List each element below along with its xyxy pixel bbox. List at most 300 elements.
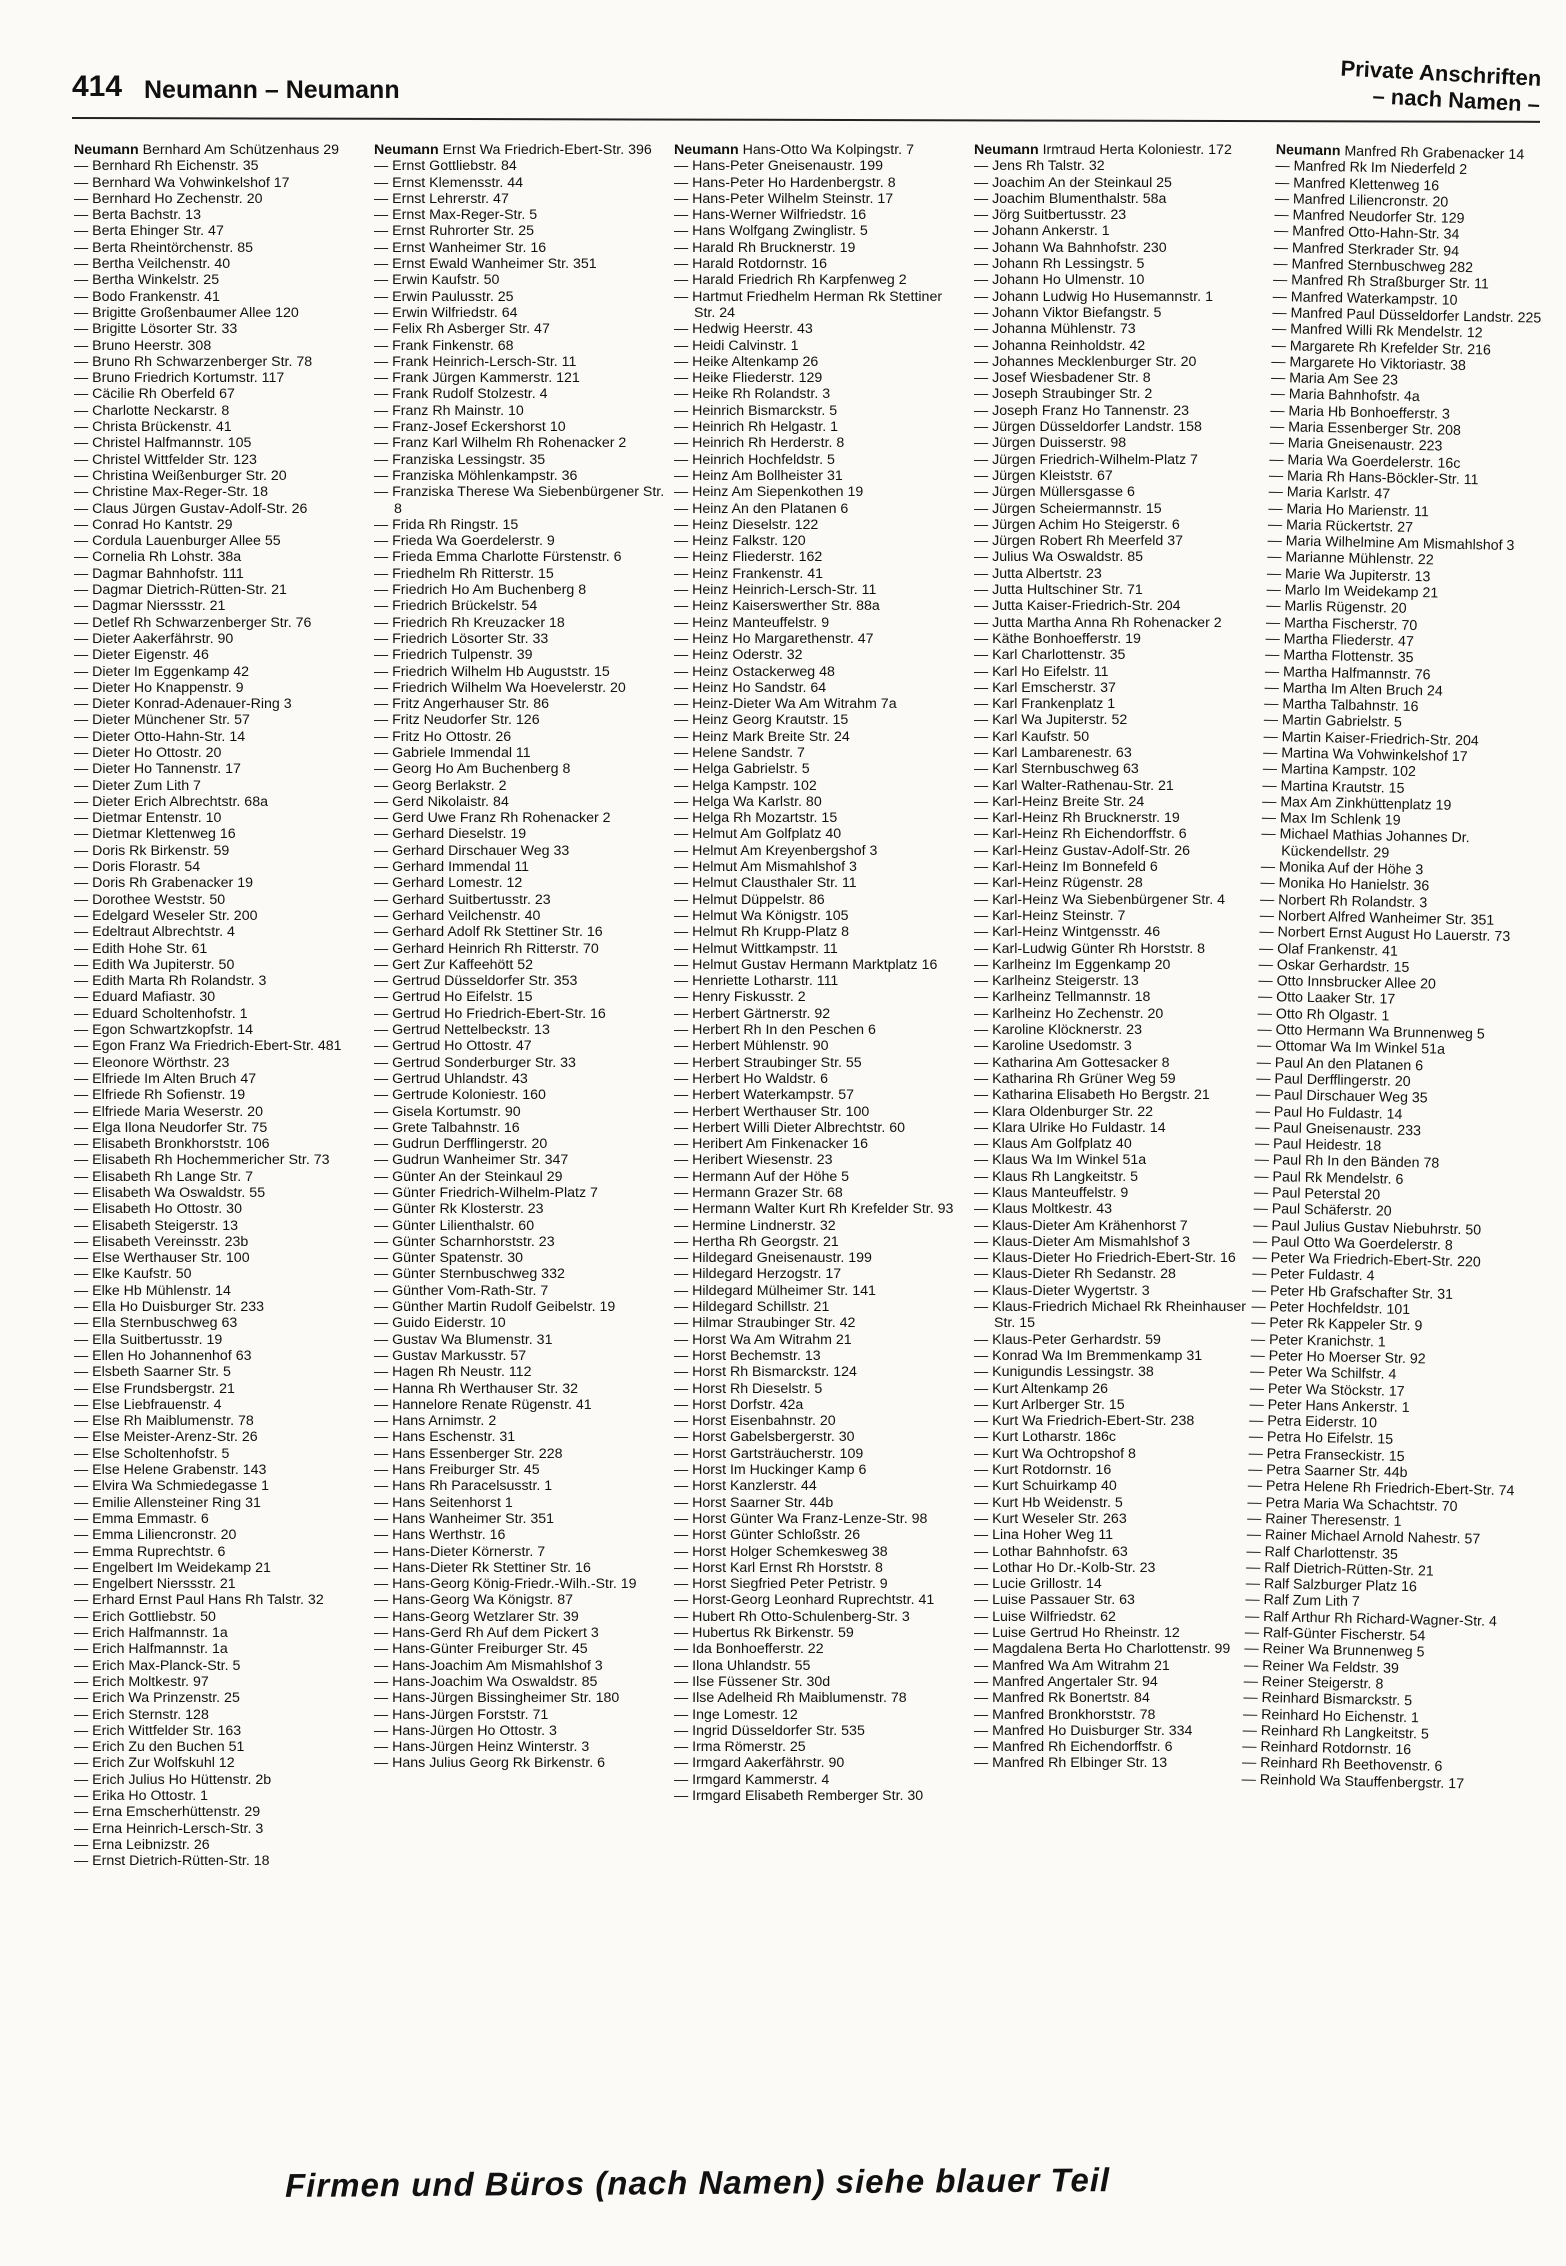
directory-entry: — Heinz Kaiserswerther Str. 88a: [674, 598, 880, 615]
directory-entry: — Friedhelm Rh Ritterstr. 15: [374, 565, 554, 582]
directory-entry: — Klara Oldenburger Str. 22: [974, 1103, 1154, 1120]
directory-entry: — Erna Leibnizstr. 26: [74, 1836, 210, 1853]
directory-entry: — Klaus-Friedrich Michael Rk Rheinhauser Str. 15: [974, 1299, 1247, 1332]
directory-entry: — Cornelia Rh Lohstr. 38a: [74, 549, 242, 566]
directory-entry: — Horst Im Huckinger Kamp 6: [674, 1462, 867, 1479]
directory-entry: — Fritz Angerhauser Str. 86: [374, 696, 550, 713]
directory-entry: — Ernst Gottliebstr. 84: [374, 158, 517, 175]
directory-entry: — Reinhard Rh Langkeitstr. 5: [1242, 1722, 1429, 1743]
directory-entry: — Hans-Dieter Rk Stettiner Str. 16: [374, 1559, 591, 1576]
directory-entry: — Elke Hb Mühlenstr. 14: [74, 1282, 231, 1299]
directory-entry: — Jürgen Scheiermannstr. 15: [974, 500, 1162, 517]
directory-entry: — Gustav Wa Blumenstr. 31: [374, 1331, 553, 1348]
directory-entry: — Peter Hans Ankerstr. 1: [1249, 1396, 1410, 1416]
directory-entry: — Johann Ho Ulmenstr. 10: [974, 272, 1145, 289]
directory-entry: — Günter Friedrich-Wilhelm-Platz 7: [374, 1185, 598, 1201]
directory-entry: — Marianne Mühlenstr. 22: [1267, 549, 1434, 569]
directory-entry: — Jutta Albertstr. 23: [974, 565, 1102, 582]
directory-entry: — Heinrich Rh Herderstr. 8: [674, 435, 845, 452]
directory-entry: — Hilmar Straubinger Str. 42: [674, 1315, 856, 1332]
directory-entry: — Johann Wa Bahnhofstr. 230: [974, 239, 1167, 256]
directory-entry: Neumann Bernhard Am Schützenhaus 29: [74, 142, 339, 158]
directory-entry: — Erich Halfmannstr. 1a: [74, 1625, 228, 1642]
directory-entry: — Norbert Rh Rolandstr. 3: [1259, 891, 1428, 911]
directory-entry: — Karlheinz Steigerstr. 13: [974, 973, 1139, 990]
directory-entry: — Rainer Michael Arnold Nahestr. 57: [1246, 1526, 1481, 1548]
directory-entry: — Heinz Heinrich-Lersch-Str. 11: [674, 582, 877, 599]
directory-entry: — Martha Halfmannstr. 76: [1264, 663, 1431, 683]
directory-entry: — Martin Gabrielstr. 5: [1263, 712, 1403, 732]
directory-entry: — Paul Julius Gustav Niebuhrstr. 50: [1253, 1217, 1482, 1239]
directory-entry: — Franziska Therese Wa Siebenbürgener Str. 8: [374, 484, 665, 517]
directory-entry: — Hans-Günter Freiburger Str. 45: [374, 1641, 588, 1658]
directory-entry: — Manfred Wa Am Witrahm 21: [974, 1657, 1170, 1674]
directory-entry: — Brigitte Großenbaumer Allee 120: [74, 304, 299, 321]
directory-entry: — Heinrich Hochfeldstr. 5: [674, 451, 835, 468]
directory-entry: — Heinz An den Platanen 6: [674, 500, 849, 517]
directory-entry: — Klaus-Dieter Ho Friedrich-Ebert-Str. 16: [974, 1250, 1236, 1267]
directory-entry: — Henry Fiskusstr. 2: [674, 989, 806, 1006]
directory-entry: — Heinz Ho Margarethenstr. 47: [674, 630, 874, 647]
directory-entry: — Eleonore Wörthstr. 23: [74, 1054, 230, 1071]
directory-entry: — Marlis Rügenstr. 20: [1266, 598, 1407, 618]
directory-entry: — Heidi Calvinstr. 1: [674, 337, 799, 354]
directory-entry: — Maria Gneisenaustr. 223: [1269, 435, 1443, 455]
directory-entry: — Karl-Heinz Rh Eichendorffstr. 6: [974, 826, 1187, 843]
directory-entry: — Martha Talbahnstr. 16: [1264, 695, 1419, 716]
directory-entry: — Gudrun Derfflingerstr. 20: [374, 1136, 548, 1153]
directory-entry: — Gerhard Dirschauer Weg 33: [374, 842, 570, 859]
directory-entry: — Herbert Ho Waldstr. 6: [674, 1070, 829, 1087]
directory-entry: — Käthe Bonhoefferstr. 19: [974, 630, 1141, 647]
directory-entry: — Heinrich Bismarckstr. 5: [674, 402, 838, 419]
directory-column-2: [374, 142, 666, 1772]
directory-entry: — Klaus-Peter Gerhardstr. 59: [974, 1331, 1161, 1348]
directory-entry: — Johannes Mecklenburger Str. 20: [974, 353, 1197, 370]
directory-entry: — Joseph Straubinger Str. 2: [974, 386, 1153, 403]
directory-entry: — Paul Otto Wa Goerdelerstr. 8: [1252, 1233, 1453, 1254]
directory-entry: — Peter Ho Moerser Str. 92: [1250, 1347, 1426, 1368]
entry-list: [74, 142, 366, 1869]
directory-entry: — Marie Wa Jupiterstr. 13: [1266, 565, 1431, 586]
directory-entry: — Magdalena Berta Ho Charlottenstr. 99: [974, 1641, 1231, 1658]
directory-entry: — Hans Eschenstr. 31: [374, 1429, 516, 1446]
directory-entry: — Karoline Klöcknerstr. 23: [974, 1022, 1142, 1039]
directory-entry: — Hermann Auf der Höhe 5: [674, 1168, 850, 1185]
directory-entry: — Bernhard Ho Zechenstr. 20: [74, 190, 263, 207]
directory-entry: — Hans-Jürgen Bissingheimer Str. 180: [374, 1690, 620, 1707]
directory-entry: — Karl-Heinz Breite Str. 24: [974, 793, 1145, 810]
directory-entry: — Karl Wa Jupiterstr. 52: [974, 712, 1128, 729]
directory-entry: — Klaus Wa Im Winkel 51a: [974, 1152, 1147, 1169]
directory-entry: — Fritz Ho Ottostr. 26: [374, 728, 512, 745]
directory-entry: — Horst Karl Ernst Rh Horststr. 8: [674, 1559, 883, 1576]
directory-entry: — Hubert Rh Otto-Schulenberg-Str. 3: [674, 1608, 910, 1625]
directory-entry: — Berta Bachstr. 13: [74, 207, 201, 224]
directory-entry: — Helga Rh Mozartstr. 15: [674, 810, 838, 827]
directory-entry: — Joseph Franz Ho Tannenstr. 23: [974, 402, 1190, 419]
directory-entry: — Hans-Jürgen Ho Ottostr. 3: [374, 1722, 557, 1739]
directory-entry: — Horst Eisenbahnstr. 20: [674, 1413, 836, 1430]
directory-entry: — Christina Weißenburger Str. 20: [74, 467, 287, 484]
directory-entry: — Jürgen Müllersgasse 6: [974, 484, 1135, 501]
directory-entry: — Irmgard Elisabeth Remberger Str. 30: [674, 1787, 924, 1804]
directory-entry: — Martha Flottenstr. 35: [1265, 647, 1414, 667]
directory-entry: — Erhard Ernst Paul Hans Rh Talstr. 32: [74, 1592, 324, 1609]
directory-entry: — Paul Ho Fuldastr. 14: [1255, 1103, 1403, 1123]
directory-entry: — Herbert Waterkampstr. 57: [674, 1087, 855, 1104]
directory-entry: — Berta Rheintörchenstr. 85: [74, 239, 254, 256]
directory-entry: — Karl Charlottenstr. 35: [974, 647, 1126, 664]
directory-entry: — Karl-Heinz Im Bonnefeld 6: [974, 859, 1158, 876]
directory-entry: — Edith Marta Rh Rolandstr. 3: [74, 973, 267, 990]
directory-entry: — Gertrud Ho Ottostr. 47: [374, 1038, 532, 1055]
directory-entry: — Paul Gneisenaustr. 233: [1255, 1119, 1422, 1140]
directory-entry: — Herbert Willi Dieter Albrechtstr. 60: [674, 1119, 906, 1136]
directory-entry: — Irmgard Kammerstr. 4: [674, 1771, 830, 1788]
directory-entry: — Petra Maria Wa Schachtstr. 70: [1247, 1494, 1458, 1515]
directory-entry: — Gerhard Suitbertusstr. 23: [374, 891, 551, 908]
directory-entry: — Bruno Rh Schwarzenberger Str. 78: [74, 353, 313, 370]
directory-entry: — Dietmar Entenstr. 10: [74, 810, 222, 827]
directory-entry: — Klara Ulrike Ho Fuldastr. 14: [974, 1119, 1166, 1136]
directory-entry: — Gertrud Düsseldorfer Str. 353: [374, 973, 578, 990]
directory-entry: — Ernst Wanheimer Str. 16: [374, 239, 547, 256]
directory-entry: — Charlotte Neckarstr. 8: [74, 402, 230, 419]
directory-entry: — Helmut Rh Krupp-Platz 8: [674, 924, 850, 941]
directory-entry: — Else Rh Maiblumenstr. 78: [74, 1413, 254, 1430]
directory-entry: — Horst Gabelsbergerstr. 30: [674, 1429, 855, 1446]
section-heading-line2: – nach Namen –: [1372, 83, 1541, 117]
directory-entry: — Horst Gartsträucherstr. 109: [674, 1445, 864, 1462]
directory-entry: — Ida Bonhoefferstr. 22: [674, 1641, 824, 1658]
directory-entry: — Friedrich Rh Kreuzacker 18: [374, 614, 565, 631]
directory-entry: — Manfred Waterkampstr. 10: [1272, 288, 1458, 309]
directory-entry: — Dieter Konrad-Adenauer-Ring 3: [74, 696, 292, 713]
directory-entry: Neumann Manfred Rh Grabenacker 14: [1275, 142, 1525, 164]
directory-entry: — Gertrud Ho Eifelstr. 15: [374, 989, 533, 1006]
directory-entry: — Dieter Ho Knappenstr. 9: [74, 679, 244, 696]
directory-entry: — Reinhard Rh Beethovenstr. 6: [1241, 1755, 1443, 1776]
directory-entry: — Karlheinz Im Eggenkamp 20: [974, 956, 1171, 973]
directory-entry: — Gert Zur Kaffeehött 52: [374, 956, 534, 973]
directory-entry: — Irmgard Aakerfährstr. 90: [674, 1755, 845, 1772]
directory-entry: — Lothar Ho Dr.-Kolb-Str. 23: [974, 1559, 1156, 1576]
directory-entry: — Rainer Theresenstr. 1: [1246, 1510, 1402, 1530]
directory-entry: — Herbert Gärtnerstr. 92: [674, 1005, 831, 1022]
directory-entry: — Dieter Ho Ottostr. 20: [74, 744, 222, 761]
directory-entry: — Hans Essenberger Str. 228: [374, 1445, 563, 1462]
directory-entry: — Heinrich Rh Helgastr. 1: [674, 419, 839, 436]
directory-entry: — Inge Lomestr. 12: [674, 1706, 798, 1723]
directory-entry: — Petra Saarner Str. 44b: [1248, 1461, 1408, 1482]
directory-entry: — Friedrich Wilhelm Wa Hoevelerstr. 20: [374, 679, 626, 696]
directory-entry: — Helmut Am Kreyenbergshof 3: [674, 842, 878, 859]
directory-entry: — Erich Wa Prinzenstr. 25: [74, 1690, 240, 1707]
directory-entry: — Hans-Jürgen Heinz Winterstr. 3: [374, 1739, 590, 1756]
directory-entry: — Manfred Otto-Hahn-Str. 34: [1273, 223, 1460, 244]
directory-entry: — Ralf Salzburger Platz 16: [1245, 1575, 1418, 1596]
directory-entry: — Helmut Clausthaler Str. 11: [674, 875, 857, 892]
directory-entry: — Maria Rückertstr. 27: [1267, 516, 1414, 536]
directory-entry: — Hildegard Schillstr. 21: [674, 1299, 830, 1316]
directory-entry: — Erwin Kaufstr. 50: [374, 272, 500, 289]
directory-entry: — Erich Sternstr. 128: [74, 1706, 209, 1723]
directory-entry: — Johann Rh Lessingstr. 5: [974, 256, 1145, 273]
directory-entry: — Else Werthauser Str. 100: [74, 1250, 250, 1267]
directory-entry: — Karl-Heinz Gustav-Adolf-Str. 26: [974, 842, 1191, 859]
directory-entry: — Ilona Uhlandstr. 55: [674, 1657, 811, 1674]
directory-entry: — Ralf Arthur Rh Richard-Wagner-Str. 4: [1244, 1608, 1498, 1630]
directory-columns: [74, 142, 1544, 2102]
directory-entry: — Dagmar Nierssstr. 21: [74, 598, 226, 615]
directory-entry: — Gustav Markusstr. 57: [374, 1347, 527, 1364]
directory-entry: — Manfred Rh Elbinger Str. 13: [974, 1755, 1168, 1772]
directory-entry: — Manfred Rh Straßburger Str. 11: [1272, 272, 1490, 293]
directory-entry: — Frank Heinrich-Lersch-Str. 11: [374, 353, 577, 370]
directory-entry: — Elisabeth Rh Hochemmericher Str. 73: [74, 1152, 330, 1169]
directory-entry: — Martin Kaiser-Friedrich-Str. 204: [1263, 728, 1479, 750]
directory-entry: — Karl Walter-Rathenau-Str. 21: [974, 777, 1174, 794]
directory-entry: — Johanna Reinholdstr. 42: [974, 337, 1146, 354]
directory-entry: — Frieda Emma Charlotte Fürstenstr. 6: [374, 549, 622, 566]
directory-entry: — Elfriede Im Alten Bruch 47: [74, 1070, 257, 1087]
directory-entry: — Kurt Wa Friedrich-Ebert-Str. 238: [974, 1413, 1195, 1430]
directory-entry: — Katharina Elisabeth Ho Bergstr. 21: [974, 1087, 1210, 1104]
directory-entry: — Peter Fuldastr. 4: [1252, 1266, 1375, 1285]
directory-entry: — Martina Wa Vohwinkelshof 17: [1263, 744, 1468, 766]
directory-entry: — Josef Wiesbadener Str. 8: [974, 370, 1151, 387]
directory-entry: — Reinhold Wa Stauffenbergstr. 17: [1241, 1771, 1465, 1792]
directory-entry: — Karlheinz Tellmannstr. 18: [974, 989, 1151, 1006]
directory-entry: — Ingrid Düsseldorfer Str. 535: [674, 1722, 865, 1739]
directory-entry: — Kurt Arlberger Str. 15: [974, 1396, 1125, 1413]
directory-entry: — Edelgard Weseler Str. 200: [74, 907, 258, 924]
directory-entry: — Maria Rh Hans-Böckler-Str. 11: [1268, 467, 1479, 489]
directory-entry: — Elvira Wa Schmiedegasse 1: [74, 1478, 270, 1495]
directory-entry: — Helga Gabrielstr. 5: [674, 761, 810, 778]
directory-entry: — Eduard Scholtenhofstr. 1: [74, 1005, 248, 1022]
directory-entry: — Hannelore Renate Rügenstr. 41: [374, 1396, 592, 1413]
directory-entry: — Dieter Münchener Str. 57: [74, 712, 250, 729]
directory-entry: — Lothar Bahnhofstr. 63: [974, 1543, 1128, 1560]
directory-entry: — Ernst Lehrerstr. 47: [374, 190, 509, 207]
directory-entry: — Horst Günter Wa Franz-Lenze-Str. 98: [674, 1510, 928, 1527]
directory-entry: — Peter Hochfeldstr. 101: [1251, 1298, 1411, 1319]
directory-entry: — Helmut Gustav Hermann Marktplatz 16: [674, 956, 938, 973]
directory-entry: — Marlo Im Weidekamp 21: [1266, 581, 1439, 602]
directory-entry: — Horst Holger Schemkesweg 38: [674, 1543, 888, 1560]
directory-entry: — Manfred Sternbuschweg 282: [1273, 256, 1474, 277]
directory-entry: — Edith Hohe Str. 61: [74, 940, 208, 957]
directory-entry: — Heike Rh Rolandstr. 3: [674, 386, 831, 403]
directory-entry: — Jürgen Kleiststr. 67: [974, 467, 1113, 484]
directory-entry: — Karoline Usedomstr. 3: [974, 1038, 1132, 1055]
directory-entry: — Klaus-Dieter Rh Sedanstr. 28: [974, 1266, 1176, 1283]
directory-entry: — Hans-Dieter Körnerstr. 7: [374, 1543, 546, 1560]
directory-entry: — Erich Julius Ho Hüttenstr. 2b: [74, 1771, 272, 1788]
directory-entry: — Olaf Frankenstr. 41: [1258, 940, 1399, 960]
directory-entry: — Karl Kaufstr. 50: [974, 728, 1090, 745]
directory-entry: — Lucie Grillostr. 14: [974, 1576, 1102, 1593]
directory-entry: — Ernst Klemensstr. 44: [374, 174, 524, 191]
directory-entry: — Heinz Mark Breite Str. 24: [674, 728, 850, 745]
directory-entry: — Jörg Suitbertusstr. 23: [974, 207, 1127, 224]
directory-entry: — Ilse Füssener Str. 30d: [674, 1673, 831, 1690]
directory-entry: — Joachim An der Steinkaul 25: [974, 174, 1172, 191]
directory-entry: — Harald Rh Brucknerstr. 19: [674, 239, 856, 256]
directory-entry: — Manfred Rk Bonertstr. 84: [974, 1690, 1150, 1707]
directory-entry: — Heinz-Dieter Wa Am Witrahm 7a: [674, 696, 897, 713]
directory-entry: — Paul Rk Mendelstr. 6: [1254, 1168, 1404, 1188]
directory-entry: — Klaus-Dieter Am Mismahlshof 3: [974, 1233, 1191, 1250]
directory-entry: — Ellen Ho Johannenhof 63: [74, 1347, 252, 1364]
directory-entry: — Hans-Peter Wilhelm Steinstr. 17: [674, 190, 894, 207]
directory-entry: — Gerhard Dieselstr. 19: [374, 826, 527, 843]
directory-entry: — Gerhard Lomestr. 12: [374, 875, 523, 892]
directory-entry: — Kurt Schuirkamp 40: [974, 1478, 1117, 1495]
directory-entry: — Martha Fischerstr. 70: [1265, 614, 1418, 634]
directory-entry: — Karl-Heinz Wa Siebenbürgener Str. 4: [974, 891, 1226, 908]
directory-entry: — Helmut Wittkampstr. 11: [674, 940, 838, 957]
directory-entry: — Norbert Alfred Wanheimer Str. 351: [1259, 907, 1495, 929]
directory-entry: — Hans-Georg Wetzlarer Str. 39: [374, 1608, 579, 1625]
directory-entry: — Reinhard Bismarckstr. 5: [1243, 1689, 1413, 1710]
directory-entry: — Ernst Ewald Wanheimer Str. 351: [374, 256, 597, 273]
directory-entry: — Horst Rh Bismarckstr. 124: [674, 1364, 857, 1381]
directory-entry: — Ralf Charlottenstr. 35: [1246, 1543, 1399, 1563]
directory-entry: — Emma Liliencronstr. 20: [74, 1527, 237, 1544]
directory-entry: — Dagmar Bahnhofstr. 111: [74, 565, 244, 582]
directory-entry: — Karl-Heinz Steinstr. 7: [974, 907, 1126, 924]
directory-entry: — Ernst Dietrich-Rütten-Str. 18: [74, 1853, 270, 1870]
directory-entry: — Joachim Blumenthalstr. 58a: [974, 190, 1167, 207]
directory-entry: — Karl-Ludwig Günter Rh Horststr. 8: [974, 940, 1206, 957]
directory-entry: — Jürgen Duisserstr. 98: [974, 435, 1127, 452]
directory-entry: — Heribert Wiesenstr. 23: [674, 1152, 833, 1169]
directory-entry: — Edith Wa Jupiterstr. 50: [74, 956, 235, 973]
directory-entry: — Günter Lilienthalstr. 60: [374, 1217, 535, 1234]
directory-entry: — Else Meister-Arenz-Str. 26: [74, 1429, 258, 1446]
directory-entry: — Peter Wa Friedrich-Ebert-Str. 220: [1252, 1249, 1481, 1271]
directory-entry: — Otto Hermann Wa Brunnenweg 5: [1257, 1021, 1485, 1043]
directory-entry: — Hans Werthstr. 16: [374, 1527, 506, 1544]
directory-entry: — Michael Mathias Johannes Dr. Kückendellstr. 29: [1261, 826, 1470, 862]
directory-entry: — Max Im Schlenk 19: [1261, 810, 1401, 829]
directory-entry: — Ottomar Wa Im Winkel 51a: [1256, 1038, 1446, 1059]
directory-entry: — Kurt Wa Ochtropshof 8: [974, 1445, 1136, 1462]
directory-entry: — Reinhard Rotdornstr. 16: [1242, 1738, 1412, 1759]
directory-entry: — Horst Wa Am Witrahm 21: [674, 1331, 852, 1348]
directory-entry: — Klaus Moltkestr. 43: [974, 1201, 1112, 1218]
directory-entry: — Manfred Angertaler Str. 94: [974, 1673, 1158, 1690]
directory-entry: — Günther Martin Rudolf Geibelstr. 19: [374, 1299, 616, 1316]
directory-column-3: [674, 142, 966, 1804]
directory-entry: — Erich Halfmannstr. 1a: [74, 1641, 228, 1658]
directory-entry: — Doris Florastr. 54: [74, 859, 201, 876]
directory-entry: — Grete Talbahnstr. 16: [374, 1119, 520, 1136]
directory-entry: — Karl Ho Eifelstr. 11: [974, 663, 1109, 680]
directory-entry: — Helmut Wa Königstr. 105: [674, 907, 849, 924]
directory-entry: — Hartmut Friedhelm Herman Rk Stettiner Str. 24: [674, 288, 943, 321]
directory-entry: — Hans-Jürgen Forststr. 71: [374, 1706, 549, 1723]
directory-entry: — Manfred Ho Duisburger Str. 334: [974, 1722, 1193, 1739]
directory-entry: — Franziska Möhlenkampstr. 36: [374, 467, 578, 484]
directory-entry: — Klaus-Dieter Wygertstr. 3: [974, 1282, 1150, 1299]
directory-entry: — Manfred Rh Eichendorffstr. 6: [974, 1739, 1173, 1756]
directory-entry: — Bertha Winkelstr. 25: [74, 272, 220, 289]
directory-entry: — Hildegard Mülheimer Str. 141: [674, 1282, 876, 1299]
directory-entry: — Gerd Nikolaistr. 84: [374, 793, 509, 810]
directory-entry: — Ralf-Günter Fischerstr. 54: [1244, 1624, 1426, 1645]
directory-entry: — Berta Ehinger Str. 47: [74, 223, 224, 240]
directory-entry: — Paul An den Platanen 6: [1256, 1054, 1424, 1074]
directory-entry: — Peter Wa Schilfstr. 4: [1250, 1363, 1397, 1384]
directory-entry: — Paul Derfflingerstr. 20: [1256, 1070, 1411, 1090]
directory-entry: — Karl Sternbuschweg 63: [974, 761, 1139, 778]
directory-entry: — Luise Gertrud Ho Rheinstr. 12: [974, 1625, 1180, 1642]
directory-entry: — Luise Wilfriedstr. 62: [974, 1608, 1116, 1625]
directory-entry: — Frank Jürgen Kammerstr. 121: [374, 370, 580, 387]
directory-entry: — Manfred Rk Im Niederfeld 2: [1275, 158, 1468, 179]
directory-entry: — Erich Zur Wolfskuhl 12: [74, 1755, 235, 1772]
entry-list: [374, 142, 666, 1772]
directory-entry: — Dieter Eigenstr. 46: [74, 647, 209, 664]
directory-entry: — Elisabeth Ho Ottostr. 30: [74, 1201, 242, 1218]
directory-entry: — Heike Altenkamp 26: [674, 353, 819, 370]
directory-entry: — Maria Ho Marienstr. 11: [1268, 500, 1430, 520]
directory-entry: — Herbert Werthauser Str. 100: [674, 1103, 870, 1120]
directory-entry: — Christel Halfmannstr. 105: [74, 435, 252, 452]
directory-entry: — Elisabeth Wa Oswaldstr. 55: [74, 1185, 266, 1201]
directory-entry: — Gerhard Veilchenstr. 40: [374, 907, 541, 924]
directory-entry: — Elfriede Rh Sofienstr. 19: [74, 1087, 246, 1104]
directory-entry: — Petra Eiderstr. 10: [1249, 1412, 1378, 1432]
directory-entry: — Reinhard Ho Eichenstr. 1: [1242, 1706, 1420, 1726]
directory-entry: — Manfred Willi Rk Mendelstr. 12: [1271, 321, 1483, 342]
directory-entry: — Ella Sternbuschweg 63: [74, 1315, 238, 1332]
directory-entry: — Reiner Steigerstr. 8: [1243, 1673, 1384, 1693]
directory-entry: — Erich Max-Planck-Str. 5: [74, 1657, 241, 1674]
directory-entry: — Erwin Paulusstr. 25: [374, 288, 514, 305]
directory-entry: — Karl-Heinz Rh Brucknerstr. 19: [974, 810, 1180, 827]
directory-entry: — Karl Lambarenestr. 63: [974, 744, 1132, 761]
directory-entry: — Peter Hb Grafschafter Str. 31: [1251, 1282, 1454, 1303]
directory-entry: — Frida Rh Ringstr. 15: [374, 516, 519, 533]
directory-entry: — Elsbeth Saarner Str. 5: [74, 1364, 231, 1381]
directory-entry: — Otto Innsbrucker Allee 20: [1258, 972, 1436, 993]
directory-entry: — Frank Rudolf Stolzestr. 4: [374, 386, 548, 403]
directory-entry: — Emma Emmastr. 6: [74, 1510, 209, 1527]
directory-entry: — Else Frundsbergstr. 21: [74, 1380, 235, 1397]
directory-entry: — Luise Passauer Str. 63: [974, 1592, 1135, 1609]
directory-entry: — Maria Wilhelmine Am Mismahlshof 3: [1267, 533, 1515, 555]
directory-entry: — Franz-Josef Eckershorst 10: [374, 419, 566, 436]
directory-entry: — Cordula Lauenburger Allee 55: [74, 533, 281, 550]
directory-entry: — Martina Krautstr. 15: [1262, 777, 1405, 797]
directory-entry: — Petra Helene Rh Friedrich-Ebert-Str. 74: [1247, 1478, 1515, 1500]
directory-column-4: [974, 142, 1266, 1772]
directory-entry: — Peter Kranichstr. 1: [1250, 1331, 1386, 1351]
directory-entry: — Helmut Düppelstr. 86: [674, 891, 825, 908]
directory-entry: — Hans-Gerd Rh Auf dem Pickert 3: [374, 1625, 599, 1642]
directory-entry: — Karlheinz Ho Zechenstr. 20: [974, 1005, 1164, 1022]
directory-entry: — Bruno Friedrich Kortumstr. 117: [74, 370, 285, 387]
directory-entry: — Kurt Weseler Str. 263: [974, 1510, 1127, 1527]
directory-entry: — Manfred Sterkrader Str. 94: [1273, 239, 1460, 260]
directory-entry: — Maria Bahnhofstr. 4a: [1270, 386, 1420, 406]
page-number: 414: [72, 70, 123, 103]
